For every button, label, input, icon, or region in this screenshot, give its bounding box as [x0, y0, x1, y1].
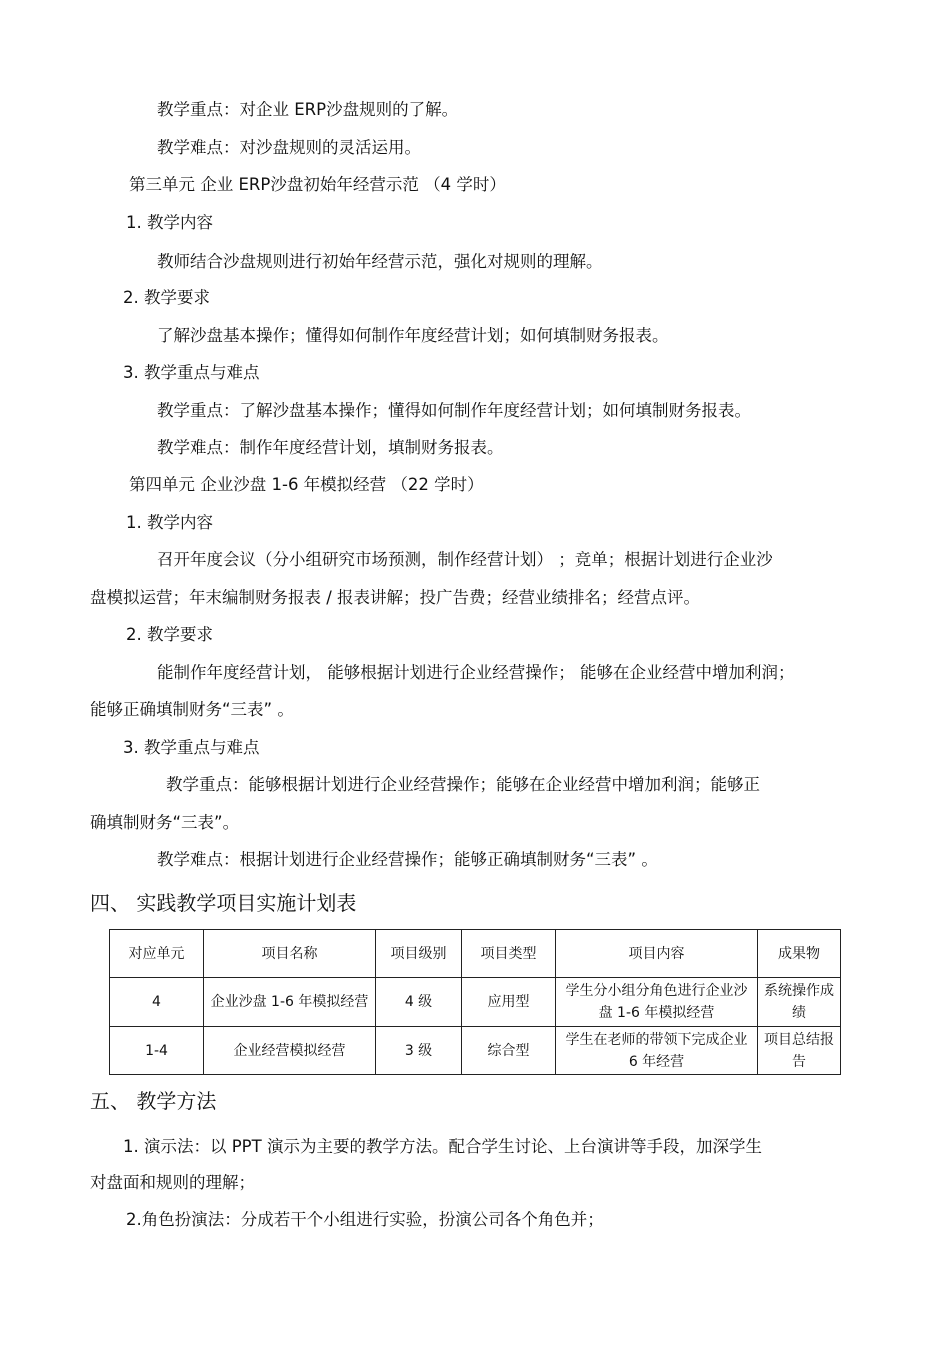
- unit4-content-text-2: 盘模拟运营；年末编制财务报表 / 报表讲解；投广告费；经营业绩排名；经营点评。: [90, 588, 701, 607]
- unit4-keypoints-heading: 3. 教学重点与难点: [123, 738, 260, 757]
- table-row: [110, 1027, 841, 1075]
- unit4-difficulty: 教学难点：根据计划进行企业经营操作；能够正确填制财务“三表” 。: [157, 850, 658, 869]
- section4-title: 四、 实践教学项目实施计划表: [90, 891, 357, 915]
- table-cell: 项目总结报告: [758, 1027, 841, 1075]
- difficulty-line: 教学难点：对沙盘规则的灵活运用。: [157, 138, 421, 157]
- unit4-content-text-1: 召开年度会议（分小组研究市场预测，制作经营计划） ；竞单；根据计划进行企业沙: [157, 550, 773, 569]
- unit3-keypoints-heading: 3. 教学重点与难点: [123, 363, 260, 382]
- table-cell: 学生分小组分角色进行企业沙盘 1-6 年模拟经营: [556, 978, 758, 1027]
- section5-title: 五、 教学方法: [90, 1089, 217, 1113]
- table-cell: 4 级: [376, 978, 462, 1027]
- unit3-difficulty: 教学难点：制作年度经营计划，填制财务报表。: [157, 438, 504, 457]
- method-demo-line-2: 对盘面和规则的理解；: [90, 1173, 255, 1192]
- header-cell: 项目类型: [462, 930, 556, 978]
- unit4-req-text-1: 能制作年度经营计划， 能够根据计划进行企业经营操作； 能够在企业经营中增加利润；: [157, 663, 795, 682]
- table-row: [110, 978, 841, 1027]
- table-cell: 1-4: [110, 1027, 204, 1075]
- header-cell: 项目级别: [376, 930, 462, 978]
- unit4-req-text-2: 能够正确填制财务“三表” 。: [90, 700, 294, 719]
- method-demo-line-1: 1. 演示法：以 PPT 演示为主要的教学方法。配合学生讨论、上台演讲等手段，加深学生: [123, 1137, 762, 1156]
- unit4-key-point-1: 教学重点：能够根据计划进行企业经营操作；能够在企业经营中增加利润；能够正: [166, 775, 760, 794]
- table-header-row: [110, 930, 841, 978]
- unit3-req-heading: 2. 教学要求: [123, 288, 210, 307]
- unit3-heading: 第三单元 企业 ERP沙盘初始年经营示范 （4 学时）: [129, 175, 506, 194]
- table-cell: 系统操作成绩: [758, 978, 841, 1027]
- table-cell: 学生在老师的带领下完成企业 6 年经营: [556, 1027, 758, 1075]
- unit4-content-heading: 1. 教学内容: [126, 513, 213, 532]
- table-cell: 企业沙盘 1-6 年模拟经营: [204, 978, 376, 1027]
- table-cell: 企业经营模拟经营: [204, 1027, 376, 1075]
- unit4-heading: 第四单元 企业沙盘 1-6 年模拟经营 （22 学时）: [129, 475, 484, 494]
- header-cell: 项目内容: [556, 930, 758, 978]
- unit4-key-point-2: 确填制财务“三表”。: [90, 813, 240, 832]
- unit3-content-text: 教师结合沙盘规则进行初始年经营示范，强化对规则的理解。: [157, 252, 603, 271]
- project-plan-table: [109, 929, 841, 1075]
- method-roleplay-line: 2.角色扮演法：分成若干个小组进行实验，扮演公司各个角色并；: [126, 1210, 604, 1229]
- table-cell: 应用型: [462, 978, 556, 1027]
- unit3-req-text: 了解沙盘基本操作；懂得如何制作年度经营计划；如何填制财务报表。: [157, 326, 669, 345]
- table-cell: 综合型: [462, 1027, 556, 1075]
- table-cell: 4: [110, 978, 204, 1027]
- unit4-req-heading: 2. 教学要求: [126, 625, 213, 644]
- unit3-key-point: 教学重点：了解沙盘基本操作；懂得如何制作年度经营计划；如何填制财务报表。: [157, 401, 751, 420]
- header-cell: 项目名称: [204, 930, 376, 978]
- header-cell: 成果物: [758, 930, 841, 978]
- unit3-content-heading: 1. 教学内容: [126, 213, 213, 232]
- key-point-line: 教学重点：对企业 ERP沙盘规则的了解。: [157, 100, 459, 119]
- table-cell: 3 级: [376, 1027, 462, 1075]
- header-cell: 对应单元: [110, 930, 204, 978]
